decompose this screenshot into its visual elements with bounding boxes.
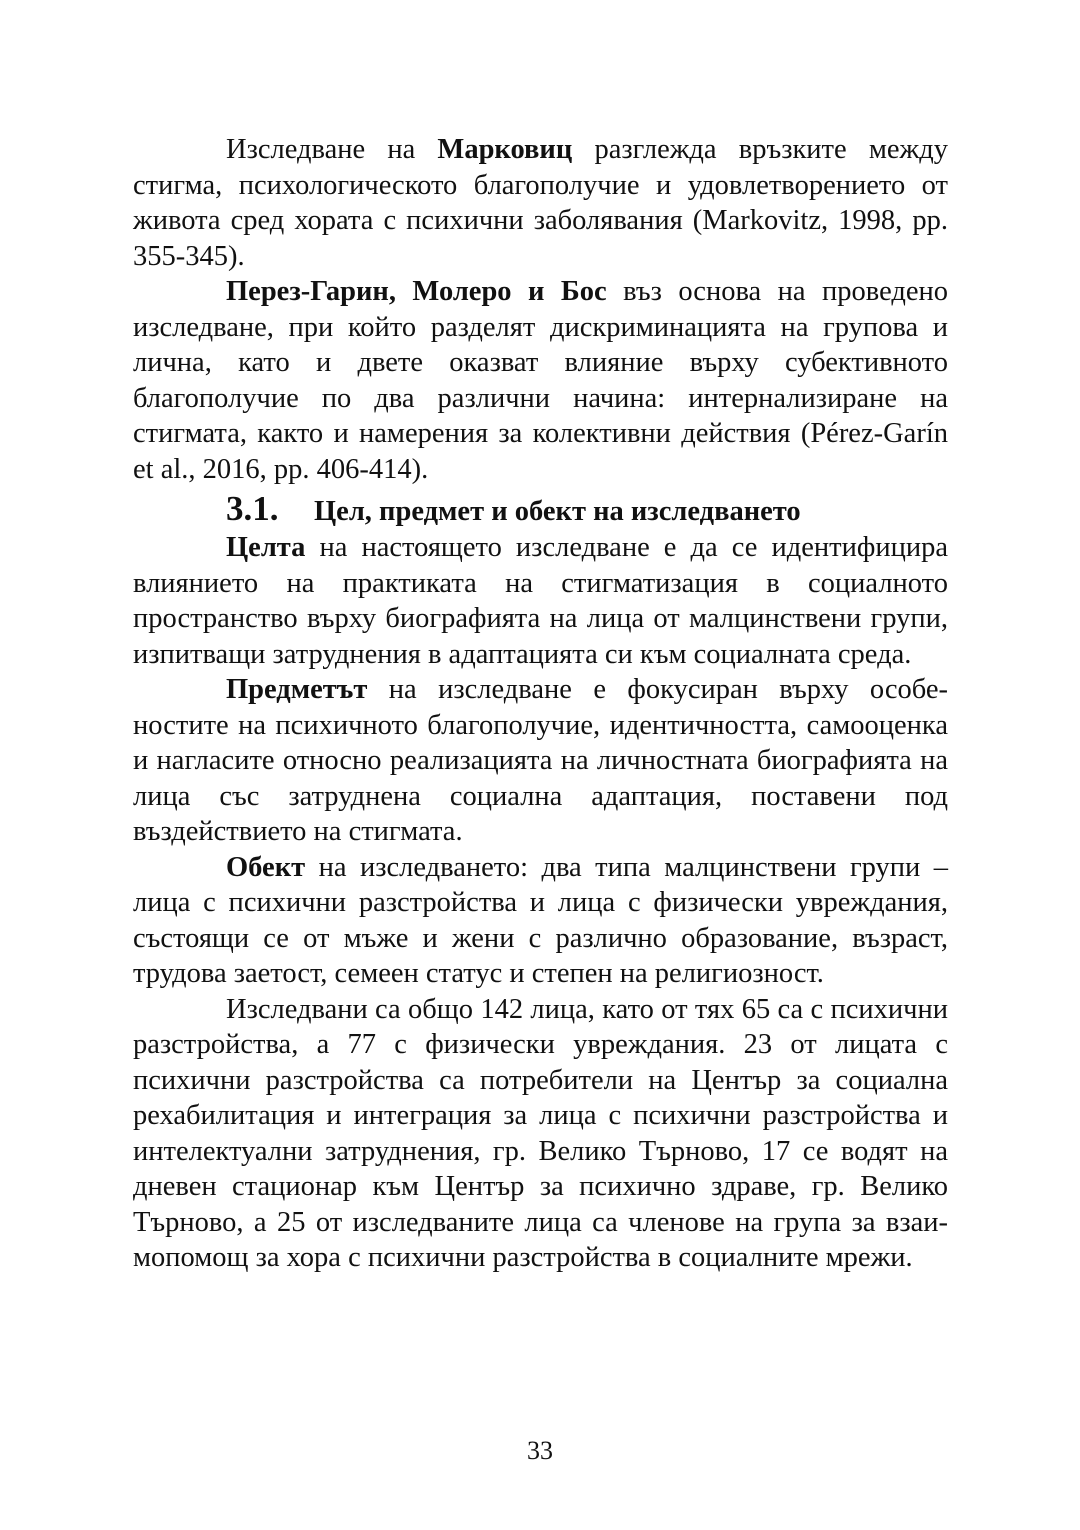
section-number: 3.1. [226, 489, 279, 528]
term-goal: Целта [226, 532, 306, 563]
paragraph-subject [133, 672, 948, 850]
paragraph-markovitz [133, 132, 948, 274]
paragraph-perez-garin [133, 274, 948, 487]
paragraph-text: на изследването: два типа малцинствени групи – лица с психични разстройства и лица с физически увреждания, състоящи се от мъже и жени с различно образование, възраст, трудова заетост, семеен статус и степен на религиозност. [133, 851, 948, 989]
page-number: 33 [527, 1436, 553, 1465]
paragraph-sample [133, 992, 948, 1276]
author-names: Перез-Гарин, Молеро и Бос [226, 276, 607, 307]
paragraph-object [133, 850, 948, 992]
paragraph-text: на настоящето изследване е да се идентифицира влиянието на практиката на стигматизация в социалното пространство върху биографията на лица от малцинствени групи, изпитващи затруднения в адаптацията си към социалната среда. [133, 532, 948, 670]
section-title: Цел, предмет и обект на изследването [314, 496, 801, 527]
author-name: Марковиц [437, 134, 573, 165]
section-heading [133, 490, 948, 530]
paragraph-text: Изследване на [226, 134, 438, 165]
paragraph-text: на изследване е фокусиран върху особеностите на психичното благополучие, идентичността, самооценка и нагласите относно реализацията на личностната биографията на лица със затруднена социална адаптация, поставени под въздействието на стигмата. [133, 674, 948, 847]
paragraph-text: Изследвани са общо 142 лица, като от тях 65 са с психични разстройства, а 77 с физически увреждания. 23 от лицата с психични разстройства са потребители на Център за социална рехабилитация и интеграция за лица с психични разстройства и интелектуални затруднения, гр. Велико Търново, 17 се водят на дневен стационар към Център за психично здраве, гр. Велико Търново, а 25 от изследваните лица са членове на група за взаимопомощ за хора с психични разстройства в социалните мрежи. [133, 993, 948, 1273]
paragraph-text: въз основа на проведено изследване, при който разделят дискриминацията на групова и лична, като и двете оказват влияние върху субективното благополучие по два различни начина: интернализиране на стигмата, както и намерения за колективни действия (Pérez-Garín et al., 2016, pp. 406-414). [133, 276, 948, 485]
term-object: Обект [226, 851, 306, 883]
page-content [133, 132, 948, 1276]
term-subject: Предметът [226, 674, 368, 705]
paragraph-text: разглежда връзките между стигма, психологическото благополучие и удовлетворението от живота сред хората с психични заболявания (Markovitz, 1998, pp. 355-345). [133, 134, 948, 272]
paragraph-goal [133, 530, 948, 672]
